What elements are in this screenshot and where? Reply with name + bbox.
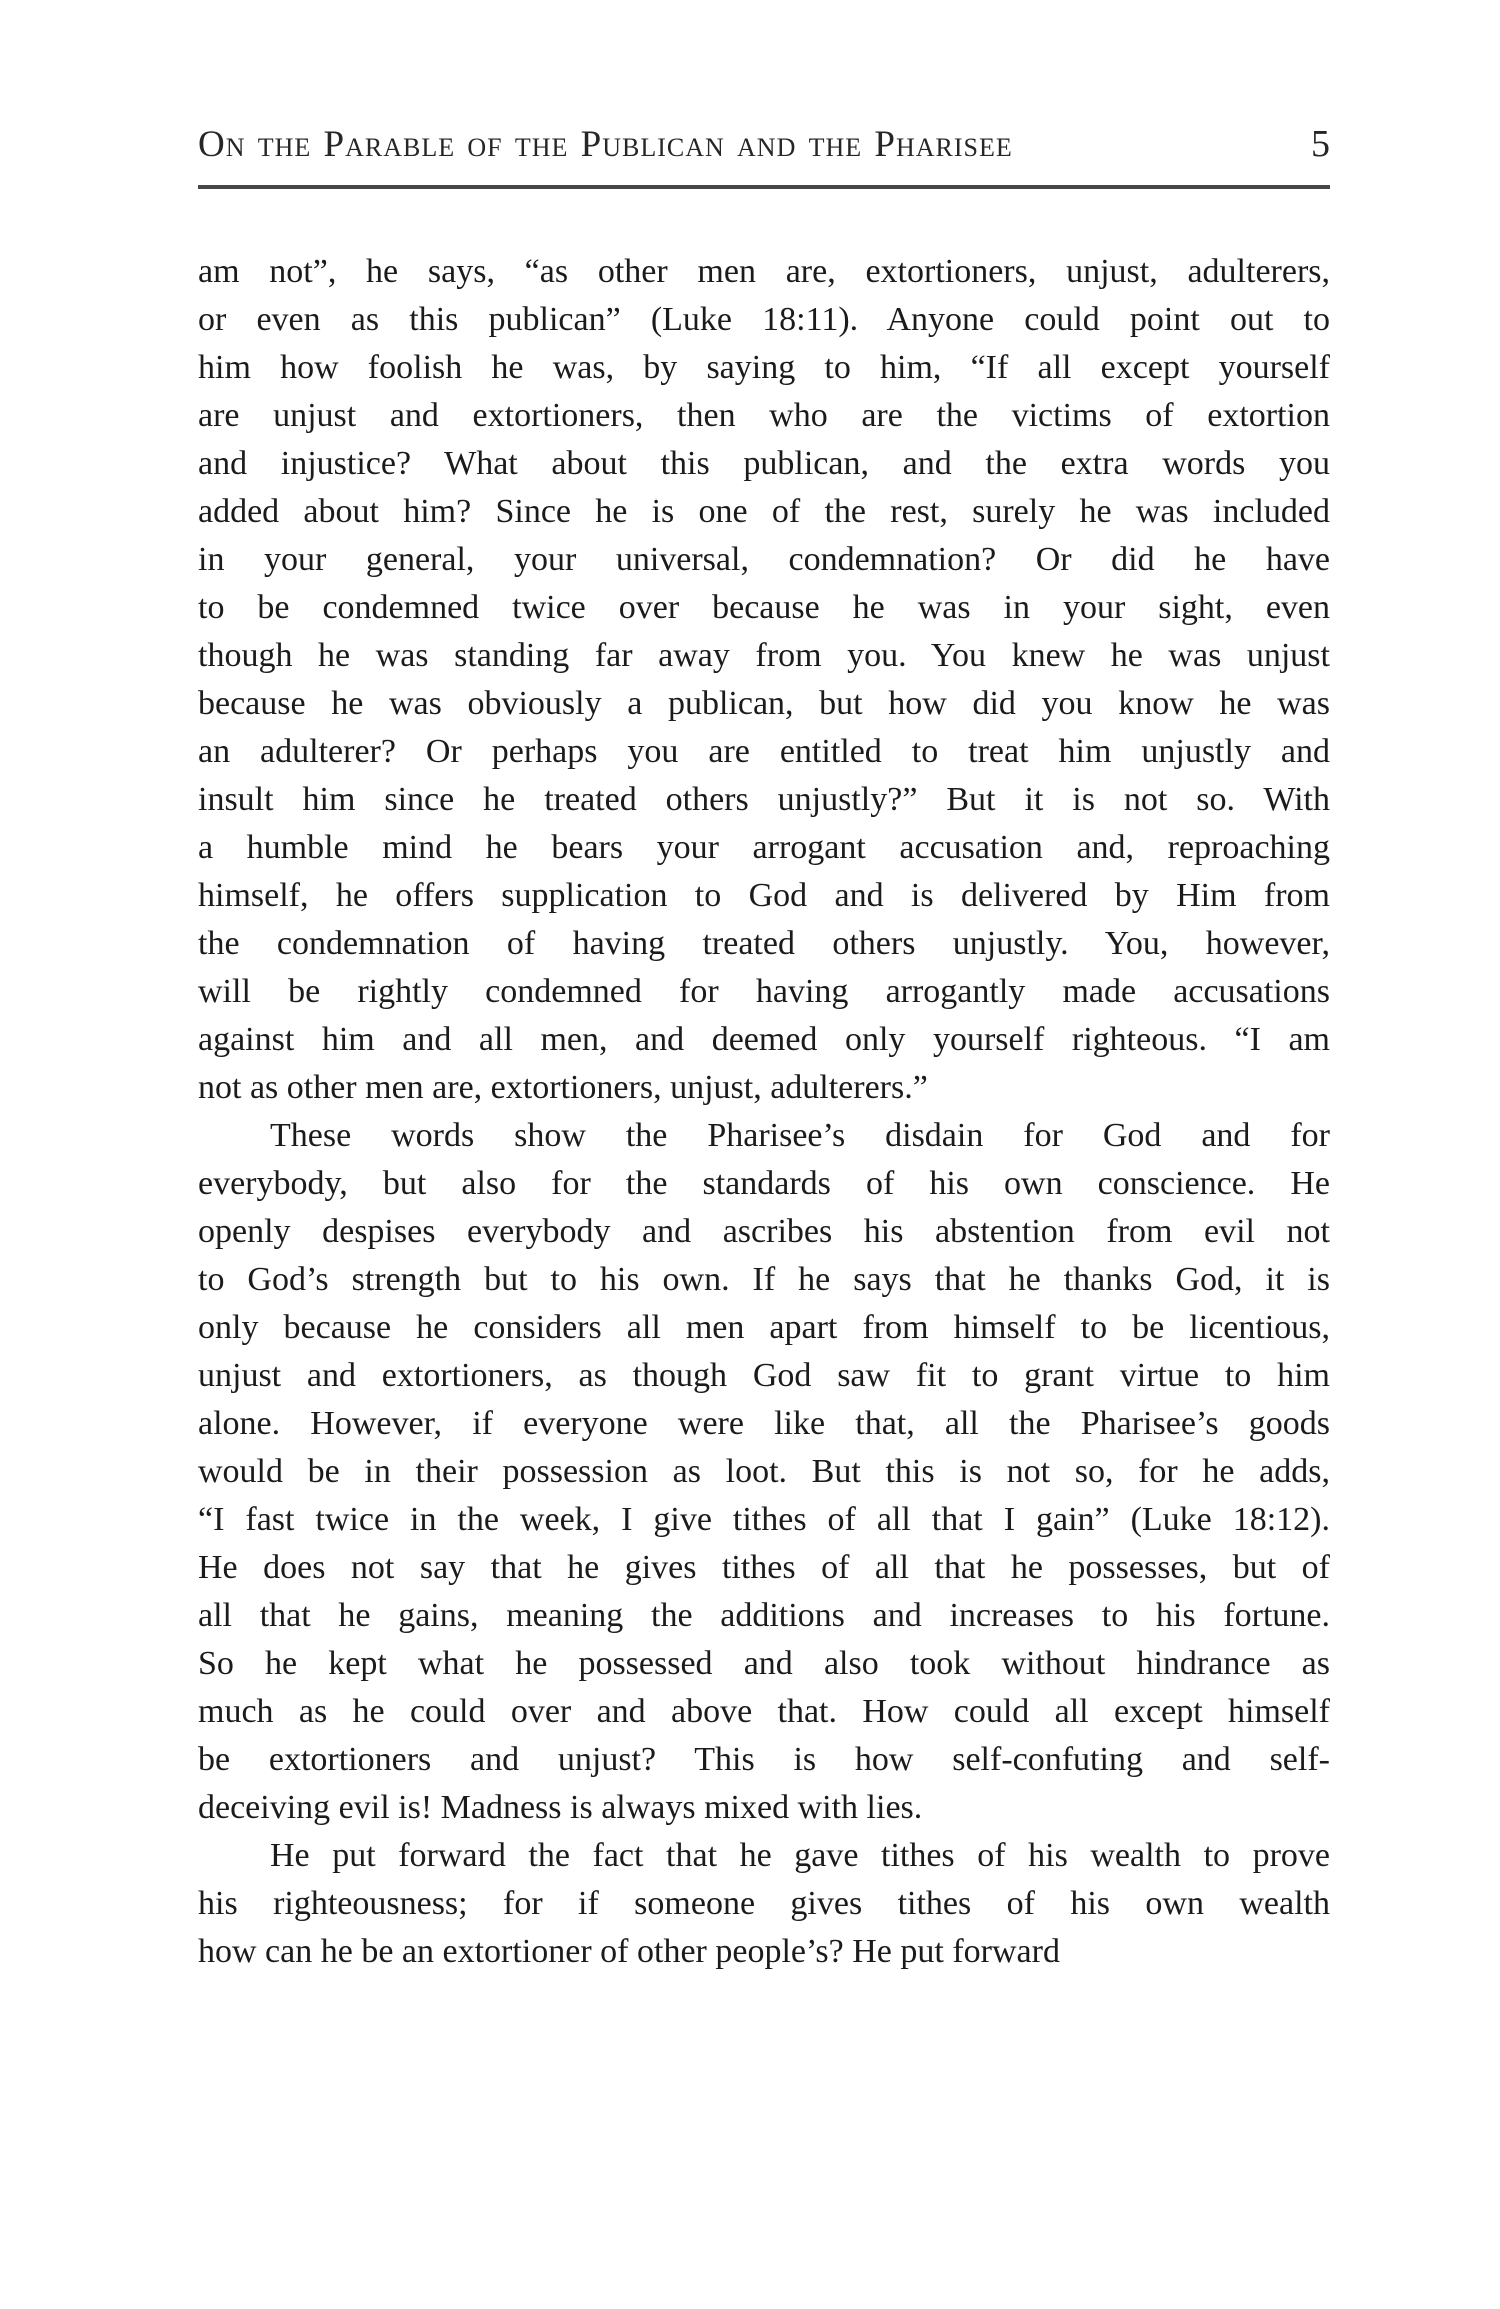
body-text: [198, 248, 1330, 1976]
text-line: So he kept what he possessed and also took without hindrance as: [198, 1645, 1330, 1682]
text-line: how can he be an extortioner of other people’s? He put forward: [198, 1933, 1060, 1970]
text-line: “I fast twice in the week, I give tithes of all that I gain” (Luke 18:12).: [198, 1501, 1330, 1538]
text-line: the condemnation of having treated others unjustly. You, however,: [198, 925, 1330, 962]
text-line: and injustice? What about this publican, and the extra words you: [198, 445, 1330, 482]
text-line: only because he considers all men apart from himself to be licentious,: [198, 1309, 1330, 1346]
text-line: He put forward the fact that he gave tithes of his wealth to prove: [270, 1837, 1330, 1874]
text-line: added about him? Since he is one of the rest, surely he was included: [198, 493, 1330, 530]
text-line: all that he gains, meaning the additions and increases to his fortune.: [198, 1597, 1330, 1634]
page-number: 5: [1311, 123, 1330, 165]
text-line: or even as this publican” (Luke 18:11). Anyone could point out to: [198, 301, 1330, 338]
text-line: alone. However, if everyone were like that, all the Pharisee’s goods: [198, 1405, 1330, 1442]
text-line: would be in their possession as loot. But this is not so, for he adds,: [198, 1453, 1330, 1490]
text-line: against him and all men, and deemed only yourself righteous. “I am: [198, 1021, 1330, 1058]
text-line: will be rightly condemned for having arrogantly made accusations: [198, 973, 1330, 1010]
header-rule: [198, 185, 1330, 189]
text-line: unjust and extortioners, as though God saw fit to grant virtue to him: [198, 1357, 1330, 1394]
text-line: because he was obviously a publican, but how did you know he was: [198, 685, 1330, 722]
text-line: much as he could over and above that. How could all except himself: [198, 1693, 1330, 1730]
text-line: his righteousness; for if someone gives tithes of his own wealth: [198, 1885, 1330, 1922]
text-line: himself, he offers supplication to God and is delivered by Him from: [198, 877, 1330, 914]
text-line: to God’s strength but to his own. If he says that he thanks God, it is: [198, 1261, 1330, 1298]
text-line: in your general, your universal, condemnation? Or did he have: [198, 541, 1330, 578]
text-line: be extortioners and unjust? This is how self-confuting and self-: [198, 1741, 1330, 1778]
text-line: him how foolish he was, by saying to him, “If all except yourself: [198, 349, 1330, 386]
text-line: deceiving evil is! Madness is always mixed with lies.: [198, 1789, 923, 1826]
text-line: everybody, but also for the standards of his own conscience. He: [198, 1165, 1330, 1202]
text-line: am not”, he says, “as other men are, extortioners, unjust, adulterers,: [198, 253, 1330, 290]
text-line: insult him since he treated others unjustly?” But it is not so. With: [198, 781, 1330, 818]
text-line: though he was standing far away from you. You knew he was unjust: [198, 637, 1330, 674]
text-line: are unjust and extortioners, then who are the victims of extortion: [198, 397, 1330, 434]
text-line: These words show the Pharisee’s disdain for God and for: [270, 1117, 1330, 1154]
text-line: He does not say that he gives tithes of all that he possesses, but of: [198, 1549, 1330, 1586]
text-line: to be condemned twice over because he was in your sight, even: [198, 589, 1330, 626]
text-line: an adulterer? Or perhaps you are entitled to treat him unjustly and: [198, 733, 1330, 770]
running-header-title: On the Parable of the Publican and the Pharisee: [198, 124, 1013, 165]
text-line: not as other men are, extortioners, unjust, adulterers.”: [198, 1069, 928, 1106]
text-line: a humble mind he bears your arrogant accusation and, reproaching: [198, 829, 1330, 866]
running-header: [198, 122, 1330, 166]
text-line: openly despises everybody and ascribes his abstention from evil not: [198, 1213, 1330, 1250]
